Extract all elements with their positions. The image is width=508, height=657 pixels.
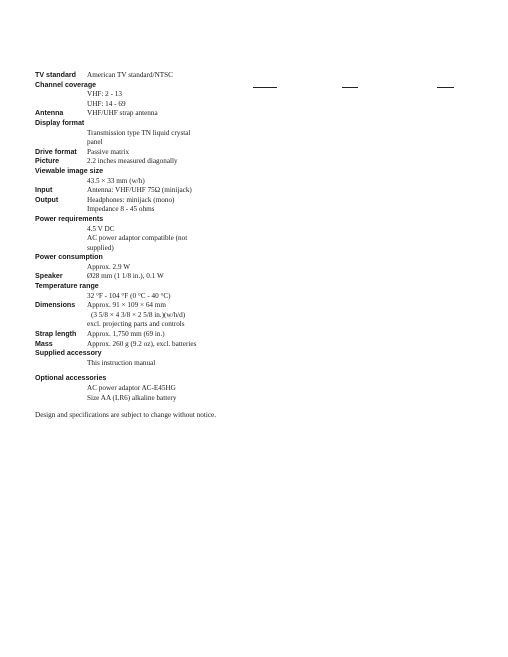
spec-value: Approx. 2.9 W	[87, 262, 130, 271]
header-rule-3	[437, 87, 454, 88]
spec-speaker	[35, 272, 245, 282]
spec-value: Ø28 mm (1 1/8 in.), 0.1 W	[87, 272, 164, 281]
spec-tv-standard	[35, 71, 245, 81]
spec-value: 2.2 inches measured diagonally	[87, 157, 178, 166]
spec-label: Channel coverage	[35, 80, 97, 89]
spec-input	[35, 186, 245, 196]
spec-value: Approx. 1,750 mm (69 in.)	[87, 330, 165, 339]
spec-label: Viewable image size	[35, 166, 104, 175]
spec-value: 32 °F - 104 °F (0 °C - 40 °C)	[87, 291, 171, 300]
header-rule-1	[253, 87, 277, 88]
spec-label: Power consumption	[35, 253, 103, 262]
spec-supplied-accessory	[35, 349, 245, 368]
spec-label: Temperature range	[35, 282, 99, 291]
spec-label: TV standard	[35, 71, 76, 79]
spec-label: Power requirements	[35, 214, 104, 223]
footnote: Design and specifications are subject to change without notice.	[35, 411, 217, 420]
spec-label: Optional accessories	[35, 374, 107, 383]
header-rule-2	[342, 87, 358, 88]
spec-value: supplied)	[87, 243, 114, 252]
spec-value: This instruction manual	[87, 358, 156, 367]
spec-label: Input	[35, 186, 53, 195]
spec-label: Drive format	[35, 147, 77, 156]
spec-antenna	[35, 109, 245, 119]
spec-label: Antenna	[35, 109, 64, 118]
spec-value: (3 5/8 × 4 3/8 × 2 5/8 in.)(w/h/d)	[91, 310, 186, 319]
spec-output	[35, 196, 245, 215]
spec-label: Picture	[35, 157, 60, 166]
spec-value: AC power adaptor AC-E45HG	[87, 384, 176, 392]
spec-label: Output	[35, 195, 59, 204]
spec-picture	[35, 157, 245, 167]
spec-value: AC power adaptor compatible (not	[87, 234, 188, 243]
spec-value: Approx. 260 g (9.2 oz), excl. batteries	[87, 339, 197, 348]
spec-value: 43.5 × 33 mm (w/h)	[87, 176, 145, 185]
spec-channel-coverage	[35, 81, 245, 110]
spec-value: Transmission type TN liquid crystal	[87, 128, 191, 137]
spec-value: Impedance 8 - 45 ohms	[87, 205, 155, 214]
spec-power-requirements	[35, 215, 245, 253]
specifications-list	[35, 71, 245, 421]
spec-value: excl. projecting parts and controls	[87, 320, 185, 329]
spec-label: Mass	[35, 339, 53, 348]
spec-drive-format	[35, 148, 245, 158]
spec-mass	[35, 340, 245, 350]
spec-value: Headphones: minijack (mono)	[87, 195, 175, 204]
spec-label: Speaker	[35, 272, 63, 281]
spec-value: 4.5 V DC	[87, 224, 115, 233]
spec-value: Antenna: VHF/UHF 75Ω (minijack)	[87, 186, 192, 195]
spec-display-format	[35, 119, 245, 148]
spec-value: UHF: 14 - 69	[87, 99, 126, 108]
spec-value: Passive matrix	[87, 147, 130, 156]
spec-value: VHF: 2 - 13	[87, 90, 122, 99]
spec-dimensions	[35, 301, 245, 330]
spec-temperature-range	[35, 282, 245, 301]
spec-value: Approx. 91 × 109 × 64 mm	[87, 301, 166, 310]
spec-label: Strap length	[35, 330, 77, 339]
spec-value: VHF/UHF strap antenna	[87, 109, 158, 118]
spec-optional-accessories	[35, 374, 245, 403]
spec-label: Supplied accessory	[35, 349, 102, 358]
spec-label: Display format	[35, 118, 85, 127]
spec-power-consumption	[35, 253, 245, 272]
spec-value: American TV standard/NTSC	[87, 71, 173, 79]
spec-strap-length	[35, 330, 245, 340]
spec-label: Dimensions	[35, 301, 76, 310]
spec-viewable-image-size	[35, 167, 245, 186]
spec-value: Size AA (LR6) alkaline battery	[87, 393, 177, 402]
spec-value: panel	[87, 138, 103, 147]
